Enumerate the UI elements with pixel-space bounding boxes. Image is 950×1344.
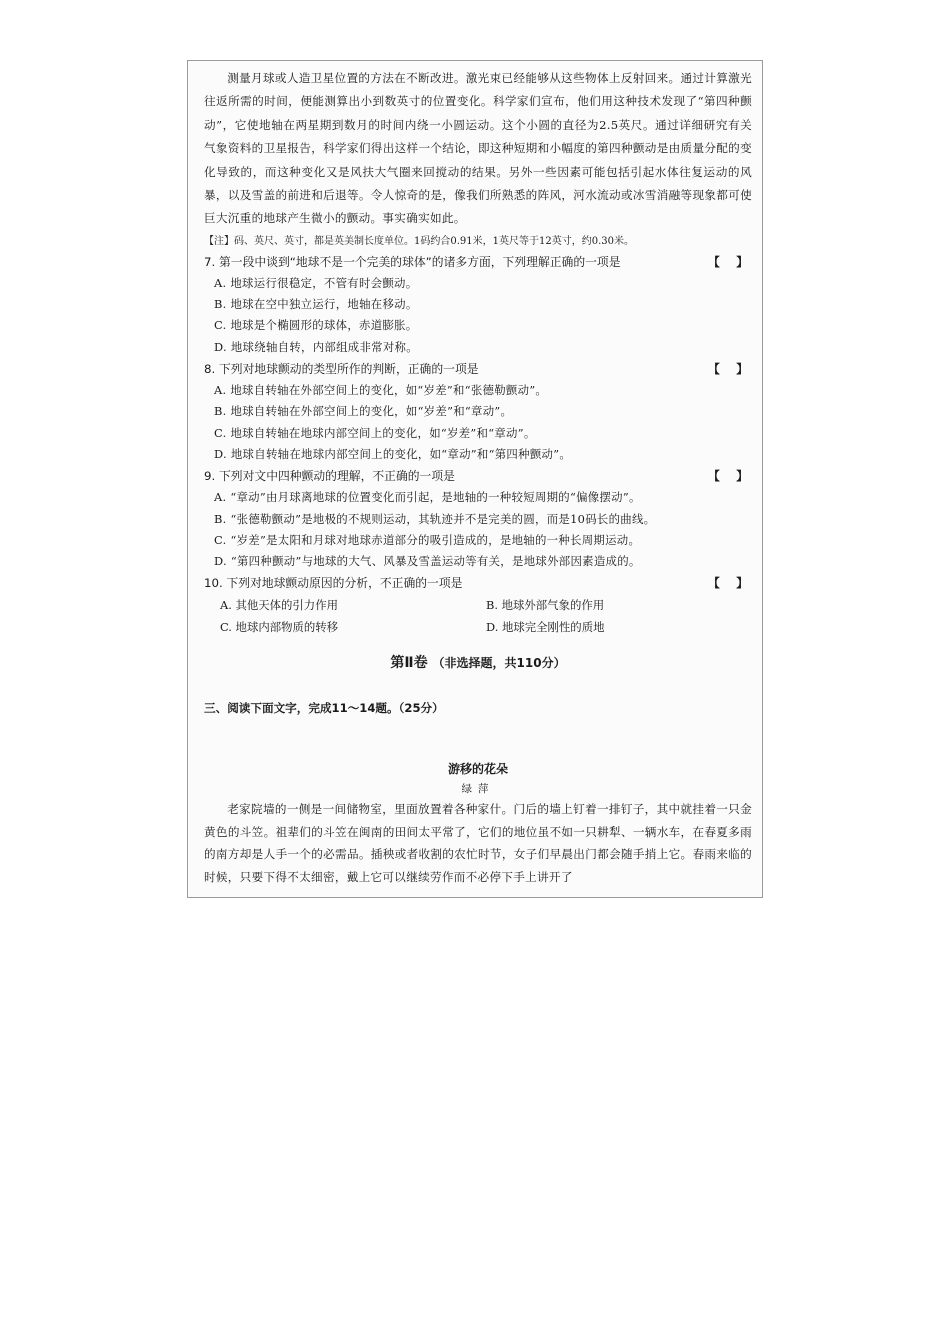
section-title-sub: （非选择题，共110分） — [432, 656, 566, 671]
question-9 — [204, 465, 752, 572]
answer-bracket: 【 】 — [707, 469, 748, 484]
option-a: A. 地球运行很稳定，不管有时会颤动。 — [214, 275, 418, 290]
scanned-exam-page — [187, 60, 763, 898]
question-stem — [204, 465, 752, 487]
option-d: D. “第四种颤动”与地球的大气、风暴及雪盖运动等有关，是地球外部因素造成的。 — [214, 554, 641, 569]
option-c: C. 地球自转轴在地球内部空间上的变化，如“岁差”和“章动”。 — [214, 425, 536, 440]
story-paragraph: 老家院墙的一侧是一间储物室，里面放置着各种家什。门后的墙上钉着一排钉子，其中就挂着一只金黄色的斗笠。祖辈们的斗笠在闽南的田间太平常了，它们的地位虽不如一只耕犁、一辆水车，在春夏多雨的南方却是人手一个的必需品。插秧或者收割的农忙时节，女子们早晨出门都会随手捎上它。春雨来临的时候，只要下得不太细密，戴上它可以继续劳作而不必停下手上讲开了 — [204, 802, 752, 884]
section-title — [204, 652, 752, 672]
option-c: C. 地球内部物质的转移 — [220, 620, 339, 635]
passage-paragraph: 测量月球或人造卫星位置的方法在不断改进。激光束已经能够从这些物体上反射回来。通过计算激光往返所需的时间，便能测算出小到数英寸的位置变化。科学家们宣布，他们用这种技术发现了“第四种颤动”，它使地轴在两星期到数月的时间内绕一小圆运动。这个小圆的直径为2.5英尺。通过详细研究有关气象资料的卫星报告，科学家们得出这样一个结论，即这种短期和小幅度的第四种颤动是由质量分配的变化导致的，而这种变化又是风扶大气圈来回搅动的结果。另外一些因素可能包括引起水体往复运动的风暴，以及雪盖的前进和后退等。令人惊奇的是，像我们所熟悉的阵风，河水流动或冰雪消融等现象都可使巨大沉重的地球产生微小的颤动。事实确实如此。 — [204, 71, 752, 226]
option-a: A. “章动”由月球离地球的位置变化而引起，是地轴的一种较短周期的“偏像摆动”。 — [214, 490, 641, 505]
option-d: D. 地球完全刚性的质地 — [486, 620, 605, 635]
question-stem — [204, 572, 752, 594]
question-stem-text: 8. 下列对地球颤动的类型所作的判断，正确的一项是 — [204, 362, 479, 377]
answer-bracket: 【 】 — [707, 254, 748, 269]
story-author: 绿萍 — [461, 783, 495, 796]
option-c: C. 地球是个椭圆形的球体，赤道膨胀。 — [214, 318, 418, 333]
question-stem — [204, 251, 752, 273]
option-c: C. “岁差”是太阳和月球对地球赤道部分的吸引造成的，是地轴的一种长周期运动。 — [214, 532, 641, 547]
option-a: A. 其他天体的引力作用 — [220, 598, 338, 613]
answer-bracket: 【 】 — [707, 362, 748, 377]
option-d: D. 地球自转轴在地球内部空间上的变化，如“章动”和“第四种颤动”。 — [214, 446, 572, 461]
question-8 — [204, 358, 752, 465]
question-stem-text: 10. 下列对地球颤动原因的分析，不正确的一项是 — [204, 576, 463, 591]
question-stem-text: 9. 下列对文中四种颤动的理解，不正确的一项是 — [204, 469, 455, 484]
passage-note: 【注】码、英尺、英寸，都是英美制长度单位。1码约合0.91米，1英尺等于12英寸，约0.30米。 — [204, 235, 634, 247]
option-grid — [220, 594, 752, 638]
section-title-main: 第Ⅱ卷 — [390, 655, 428, 672]
story-title: 游移的花朵 — [447, 762, 508, 777]
option-d: D. 地球绕轴自转，内部组成非常对称。 — [214, 339, 418, 354]
option-b: B. 地球外部气象的作用 — [486, 598, 605, 613]
option-b: B. 地球自转轴在外部空间上的变化，如“岁差”和“章动”。 — [214, 404, 513, 419]
reading-instruction: 三、阅读下面文字，完成11～14题。（25分） — [204, 701, 444, 716]
question-stem — [204, 358, 752, 380]
question-7 — [204, 251, 752, 358]
answer-bracket: 【 】 — [707, 576, 748, 591]
option-b: B. “张德勒颤动”是地极的不规则运动，其轨迹并不是完美的圆，而是10码长的曲线。 — [214, 511, 656, 526]
question-stem-text: 7. 第一段中谈到“地球不是一个完美的球体”的诸多方面，下列理解正确的一项是 — [204, 254, 621, 269]
option-b: B. 地球在空中独立运行，地轴在移动。 — [214, 297, 418, 312]
question-10 — [204, 572, 752, 638]
option-a: A. 地球自转轴在外部空间上的变化，如“岁差”和“张德勒颤动”。 — [214, 383, 548, 398]
